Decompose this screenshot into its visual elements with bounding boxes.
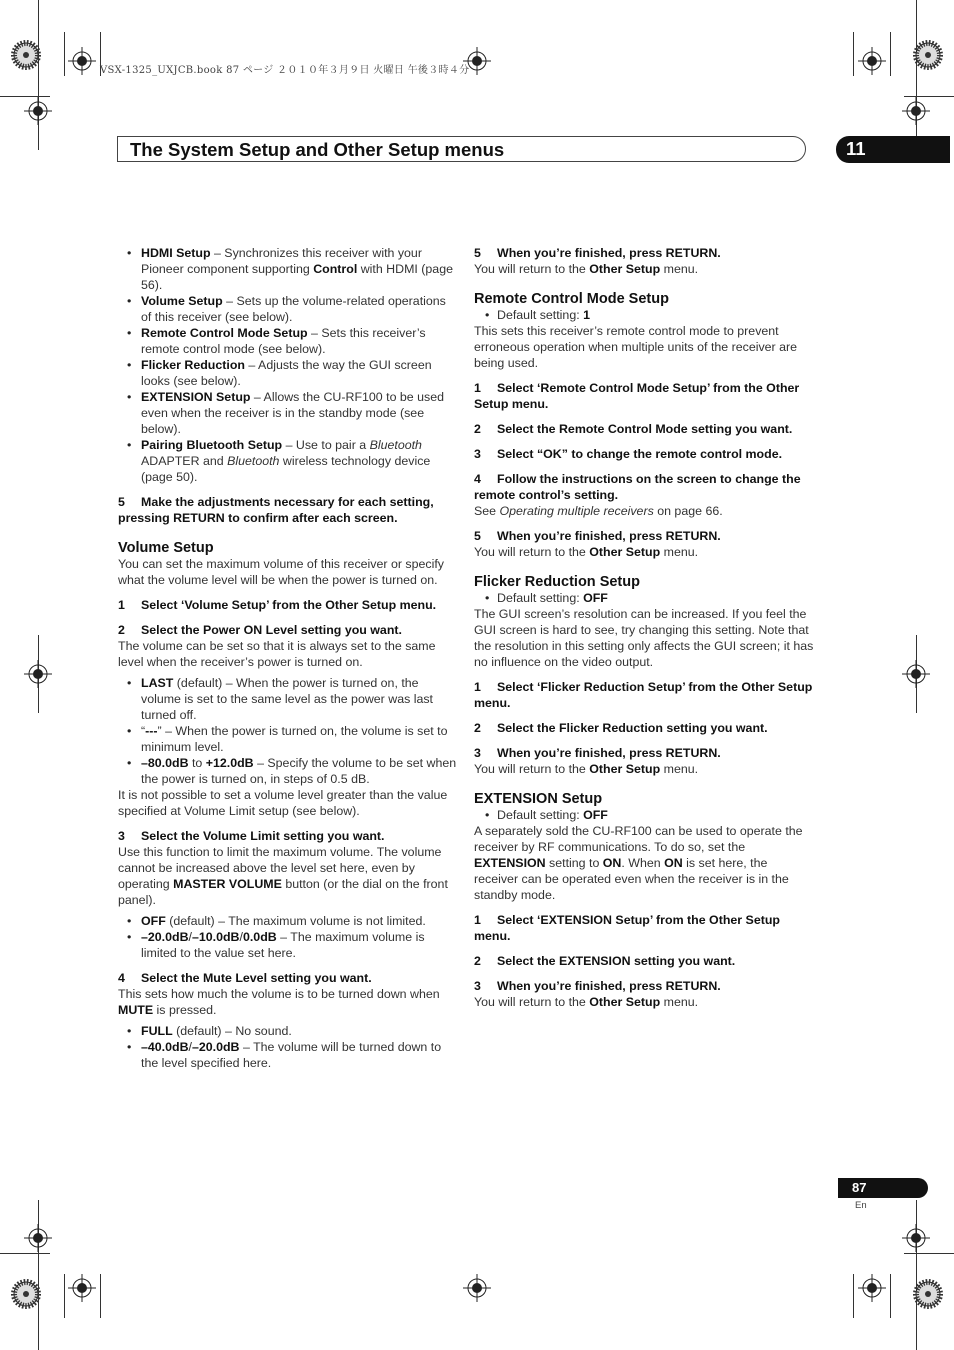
remote-step-4-desc: See Operating multiple receivers on page 66. [474, 504, 723, 518]
print-file-info: VSX-1325_UXJCB.book 87 ページ ２０１０年３月９日 火曜日 午後３時４分 [100, 65, 470, 76]
page-number-tab [838, 1178, 928, 1198]
volume-step-2: 2 Select the Power ON Level setting you want. [118, 623, 402, 637]
step-5: 5 Make the adjustments necessary for each setting, pressing RETURN to confirm after each screen. [118, 495, 434, 525]
page-number: 87 [852, 1180, 867, 1195]
flicker-intro: The GUI screen’s resolution can be increased. If you feel the GUI screen is hard to see, try changing this setting. Note that the resolution in this setting only affects the GUI screen; it has no influence on the video output. [474, 607, 814, 669]
list-item: • –80.0dB to +12.0dB – Specify the volume to be set when the power is turned on, in steps of 0.5 dB. [118, 755, 458, 787]
extension-step-2: 2 Select the EXTENSION setting you want. [474, 954, 736, 968]
extension-intro: A separately sold the CU-RF100 can be used to operate the receiver by RF communications. To do so, set the EXTENSION setting to ON. When ON is set here, the receiver can be operated even when the receiver is in the standby mode. [474, 824, 803, 902]
step-5-desc: You will return to the Other Setup menu. [474, 262, 699, 276]
volume-step-3: 3 Select the Volume Limit setting you want. [118, 829, 385, 843]
volume-step-2-desc: The volume can be set so that it is always set to the same level when the receiver’s power is turned on. [118, 639, 436, 669]
section-heading-flicker: Flicker Reduction Setup [474, 574, 640, 590]
section-heading-extension: EXTENSION Setup [474, 791, 603, 807]
remote-step-1: 1 Select ‘Remote Control Mode Setup’ from the Other Setup menu. [474, 381, 800, 411]
list-item: • EXTENSION Setup – Allows the CU-RF100 to be used even when the receiver is in the standby mode (see below). [118, 389, 458, 437]
list-item: • –40.0dB/–20.0dB – The volume will be turned down to the level specified here. [118, 1039, 458, 1071]
list-item: • HDMI Setup – Synchronizes this receiver with your Pioneer component supporting Control with HDMI (page 56). [118, 245, 458, 293]
step-5-finish: 5 When you’re finished, press RETURN. [474, 246, 721, 260]
list-item: • LAST (default) – When the power is turned on, the volume is set to the same level as the power was last turned off. [118, 675, 458, 723]
list-item: • Pairing Bluetooth Setup – Use to pair a Bluetooth ADAPTER and Bluetooth wireless technology device (page 50). [118, 437, 458, 485]
page-header [117, 136, 806, 162]
section-heading-remote-control: Remote Control Mode Setup [474, 291, 669, 307]
list-item: • Remote Control Mode Setup – Sets this receiver’s remote control mode (see below). [118, 325, 458, 357]
list-item: • “---” – When the power is turned on, the volume is set to minimum level. [118, 723, 458, 755]
flicker-step-3-desc: You will return to the Other Setup menu. [474, 762, 699, 776]
volume-step-4-desc: This sets how much the volume is to be turned down when MUTE is pressed. [118, 987, 440, 1017]
extension-step-1: 1 Select ‘EXTENSION Setup’ from the Other Setup menu. [474, 913, 780, 943]
extension-step-3: 3 When you’re finished, press RETURN. [474, 979, 721, 993]
language-label: En [855, 1200, 867, 1211]
remote-intro: This sets this receiver’s remote control mode to prevent erroneous operation when multiple units of the receiver are being used. [474, 324, 798, 370]
default-setting: • Default setting: OFF [474, 590, 814, 606]
volume-intro: You can set the maximum volume of this receiver or specify what the volume level will be when the power is turned on. [118, 557, 444, 587]
volume-step-3-desc: Use this function to limit the maximum volume. The volume cannot be increased above the level set here, even by operating MASTER VOLUME button (or the dial on the front panel). [118, 845, 448, 907]
right-column [474, 245, 814, 1010]
flicker-step-3: 3 When you’re finished, press RETURN. [474, 746, 721, 760]
chapter-tab [836, 136, 950, 163]
remote-step-5-desc: You will return to the Other Setup menu. [474, 545, 699, 559]
volume-step-1: 1 Select ‘Volume Setup’ from the Other Setup menu. [118, 598, 437, 612]
left-column [118, 245, 458, 1071]
remote-step-2: 2 Select the Remote Control Mode setting you want. [474, 422, 793, 436]
section-heading-volume-setup: Volume Setup [118, 540, 214, 556]
list-item: • Volume Setup – Sets up the volume-related operations of this receiver (see below). [118, 293, 458, 325]
list-item: • OFF (default) – The maximum volume is not limited. [118, 913, 458, 929]
remote-step-4: 4 Follow the instructions on the screen to change the remote control’s setting. [474, 472, 801, 502]
page-title: The System Setup and Other Setup menus [130, 139, 505, 160]
extension-step-3-desc: You will return to the Other Setup menu. [474, 995, 699, 1009]
volume-note: It is not possible to set a volume level greater than the value specified at Volume Limit setup (see below). [118, 788, 448, 818]
list-item: • Flicker Reduction – Adjusts the way the GUI screen looks (see below). [118, 357, 458, 389]
list-item: • FULL (default) – No sound. [118, 1023, 458, 1039]
default-setting: • Default setting: 1 [474, 307, 814, 323]
list-item: • –20.0dB/–10.0dB/0.0dB – The maximum volume is limited to the value set here. [118, 929, 458, 961]
volume-step-4: 4 Select the Mute Level setting you want. [118, 971, 372, 985]
default-setting: • Default setting: OFF [474, 807, 814, 823]
flicker-step-2: 2 Select the Flicker Reduction setting you want. [474, 721, 768, 735]
flicker-step-1: 1 Select ‘Flicker Reduction Setup’ from the Other Setup menu. [474, 680, 813, 710]
remote-step-3: 3 Select “OK” to change the remote control mode. [474, 447, 783, 461]
remote-step-5: 5 When you’re finished, press RETURN. [474, 529, 721, 543]
chapter-number: 11 [846, 138, 866, 159]
